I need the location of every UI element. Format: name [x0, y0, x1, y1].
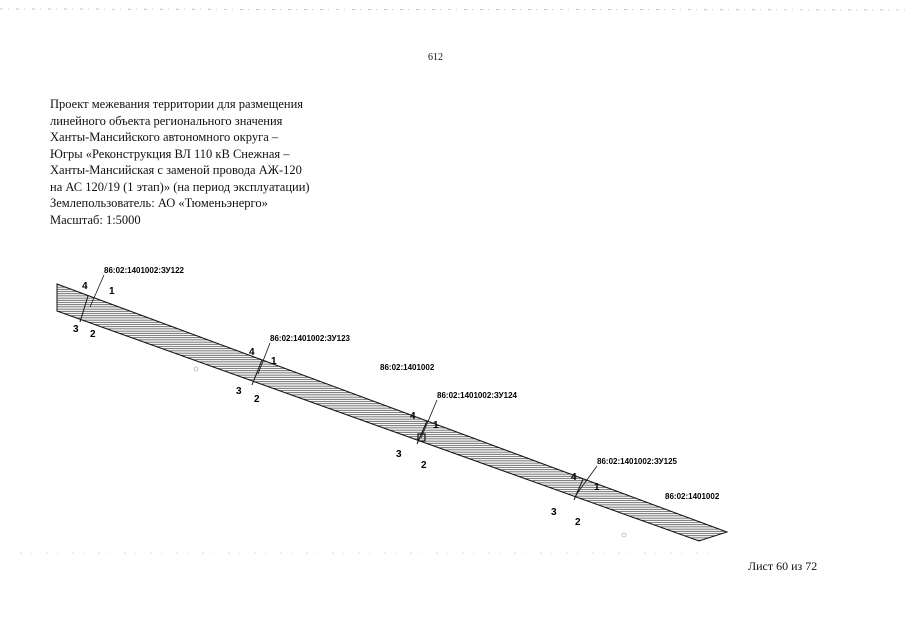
- title-line: на АС 120/19 (1 этап)» (на период эксплуатации): [50, 179, 310, 194]
- corner-number: 2: [90, 329, 96, 340]
- corner-number: 4: [410, 411, 416, 422]
- corner-number: 3: [551, 507, 557, 518]
- corner-number: 1: [594, 482, 600, 493]
- quarter-label: 86:02:1401002: [380, 363, 435, 372]
- title-line: Проект межевания территории для размещения: [50, 97, 304, 111]
- title-line: Ханты-Мансийская с заменой провода АЖ-120: [50, 163, 302, 177]
- corner-number: 3: [396, 449, 402, 460]
- title-line: Ханты-Мансийского автономного округа –: [50, 130, 279, 144]
- scale-line: Масштаб: 1:5000: [50, 212, 141, 227]
- corridor-strip: [57, 284, 727, 541]
- corner-number: 2: [421, 460, 427, 471]
- page-number: 612: [428, 52, 443, 63]
- corner-number: 2: [575, 517, 581, 528]
- corner-number: 4: [249, 347, 255, 358]
- corner-number: 1: [109, 286, 115, 297]
- scan-artifact: [194, 367, 198, 371]
- corner-number: 4: [571, 472, 577, 483]
- corner-number: 2: [254, 394, 260, 405]
- sheet-number: Лист 60 из 72: [748, 559, 818, 573]
- title-line: линейного объекта регионального значения: [50, 113, 283, 128]
- corner-number: 1: [271, 356, 277, 367]
- land-user-line: Землепользователь: АО «Тюменьэнерго»: [50, 196, 268, 210]
- parcel-label: 86:02:1401002:ЗУ124: [437, 391, 517, 400]
- corner-number: 4: [82, 281, 88, 292]
- scan-artifact: [622, 533, 626, 537]
- quarter-label: 86:02:1401002: [665, 492, 720, 501]
- parcel-label: 86:02:1401002:ЗУ122: [104, 266, 184, 275]
- title-line: Югры «Реконструкция ВЛ 110 кВ Снежная –: [50, 146, 290, 161]
- parcel-label: 86:02:1401002:ЗУ125: [597, 457, 677, 466]
- corner-number: 3: [236, 386, 242, 397]
- corner-number: 3: [73, 324, 79, 335]
- corner-number: 1: [433, 420, 439, 431]
- parcel-label: 86:02:1401002:ЗУ123: [270, 334, 350, 343]
